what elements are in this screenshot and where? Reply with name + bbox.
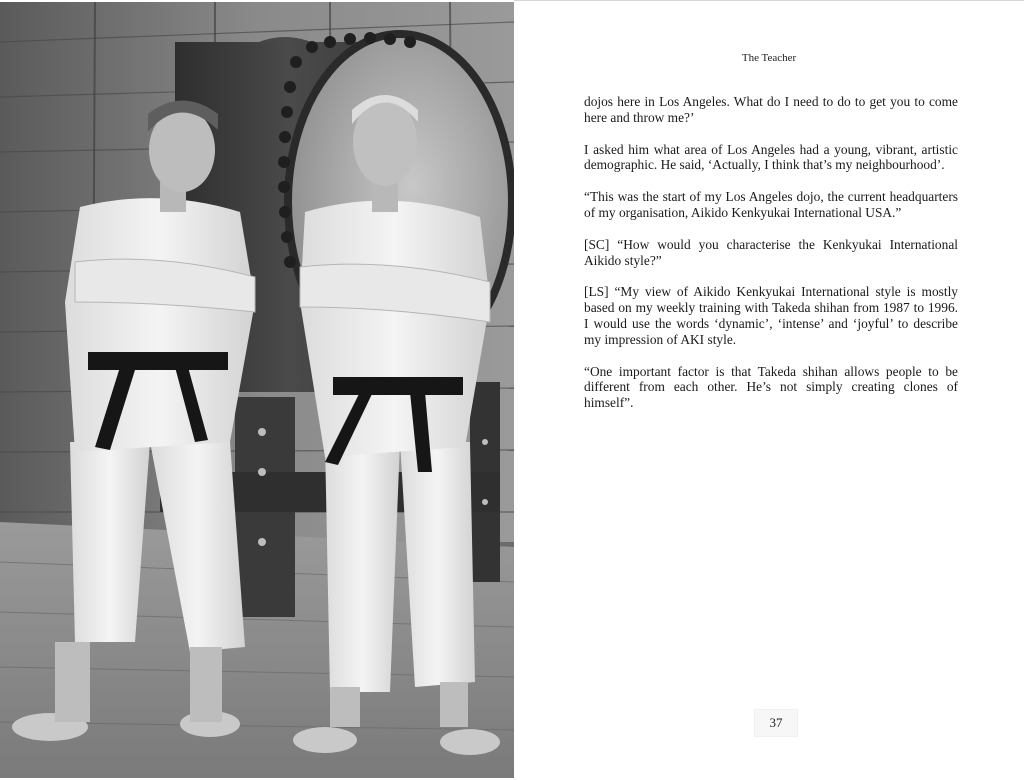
page-number: 37: [754, 709, 798, 737]
running-head: The Teacher: [741, 52, 797, 64]
paragraph: [LS] “My view of Aikido Kenkyukai International style is mostly based on my weekly training with Takeda shihan from 1987 to 1996. I would use the words ‘dynamic’, ‘intense’ and ‘joyful’ to describe my impression of AKI style.: [584, 284, 958, 347]
text-page: [514, 0, 1024, 780]
paragraph: dojos here in Los Angeles. What do I need to do to get you to come here and throw me?’: [584, 94, 958, 125]
paragraph: [SC] “How would you characterise the Kenkyukai International Aikido style?”: [584, 236, 958, 268]
photo-page: [0, 2, 514, 778]
photo-two-aikidoka-in-front-of-drum: [0, 2, 514, 778]
paragraph: “One important factor is that Takeda shihan allows people to be different from each other. He’s not simply creating clones of himself”.: [584, 363, 958, 411]
paragraph: I asked him what area of Los Angeles had a young, vibrant, artistic demographic. He said, ‘Actually, I think that’s my neighbourhood’.: [584, 141, 958, 173]
paragraph: “This was the start of my Los Angeles dojo, the current headquarters of my organisation, Aikido Kenkyukai International USA.”: [584, 189, 958, 220]
body-text: [584, 94, 958, 427]
